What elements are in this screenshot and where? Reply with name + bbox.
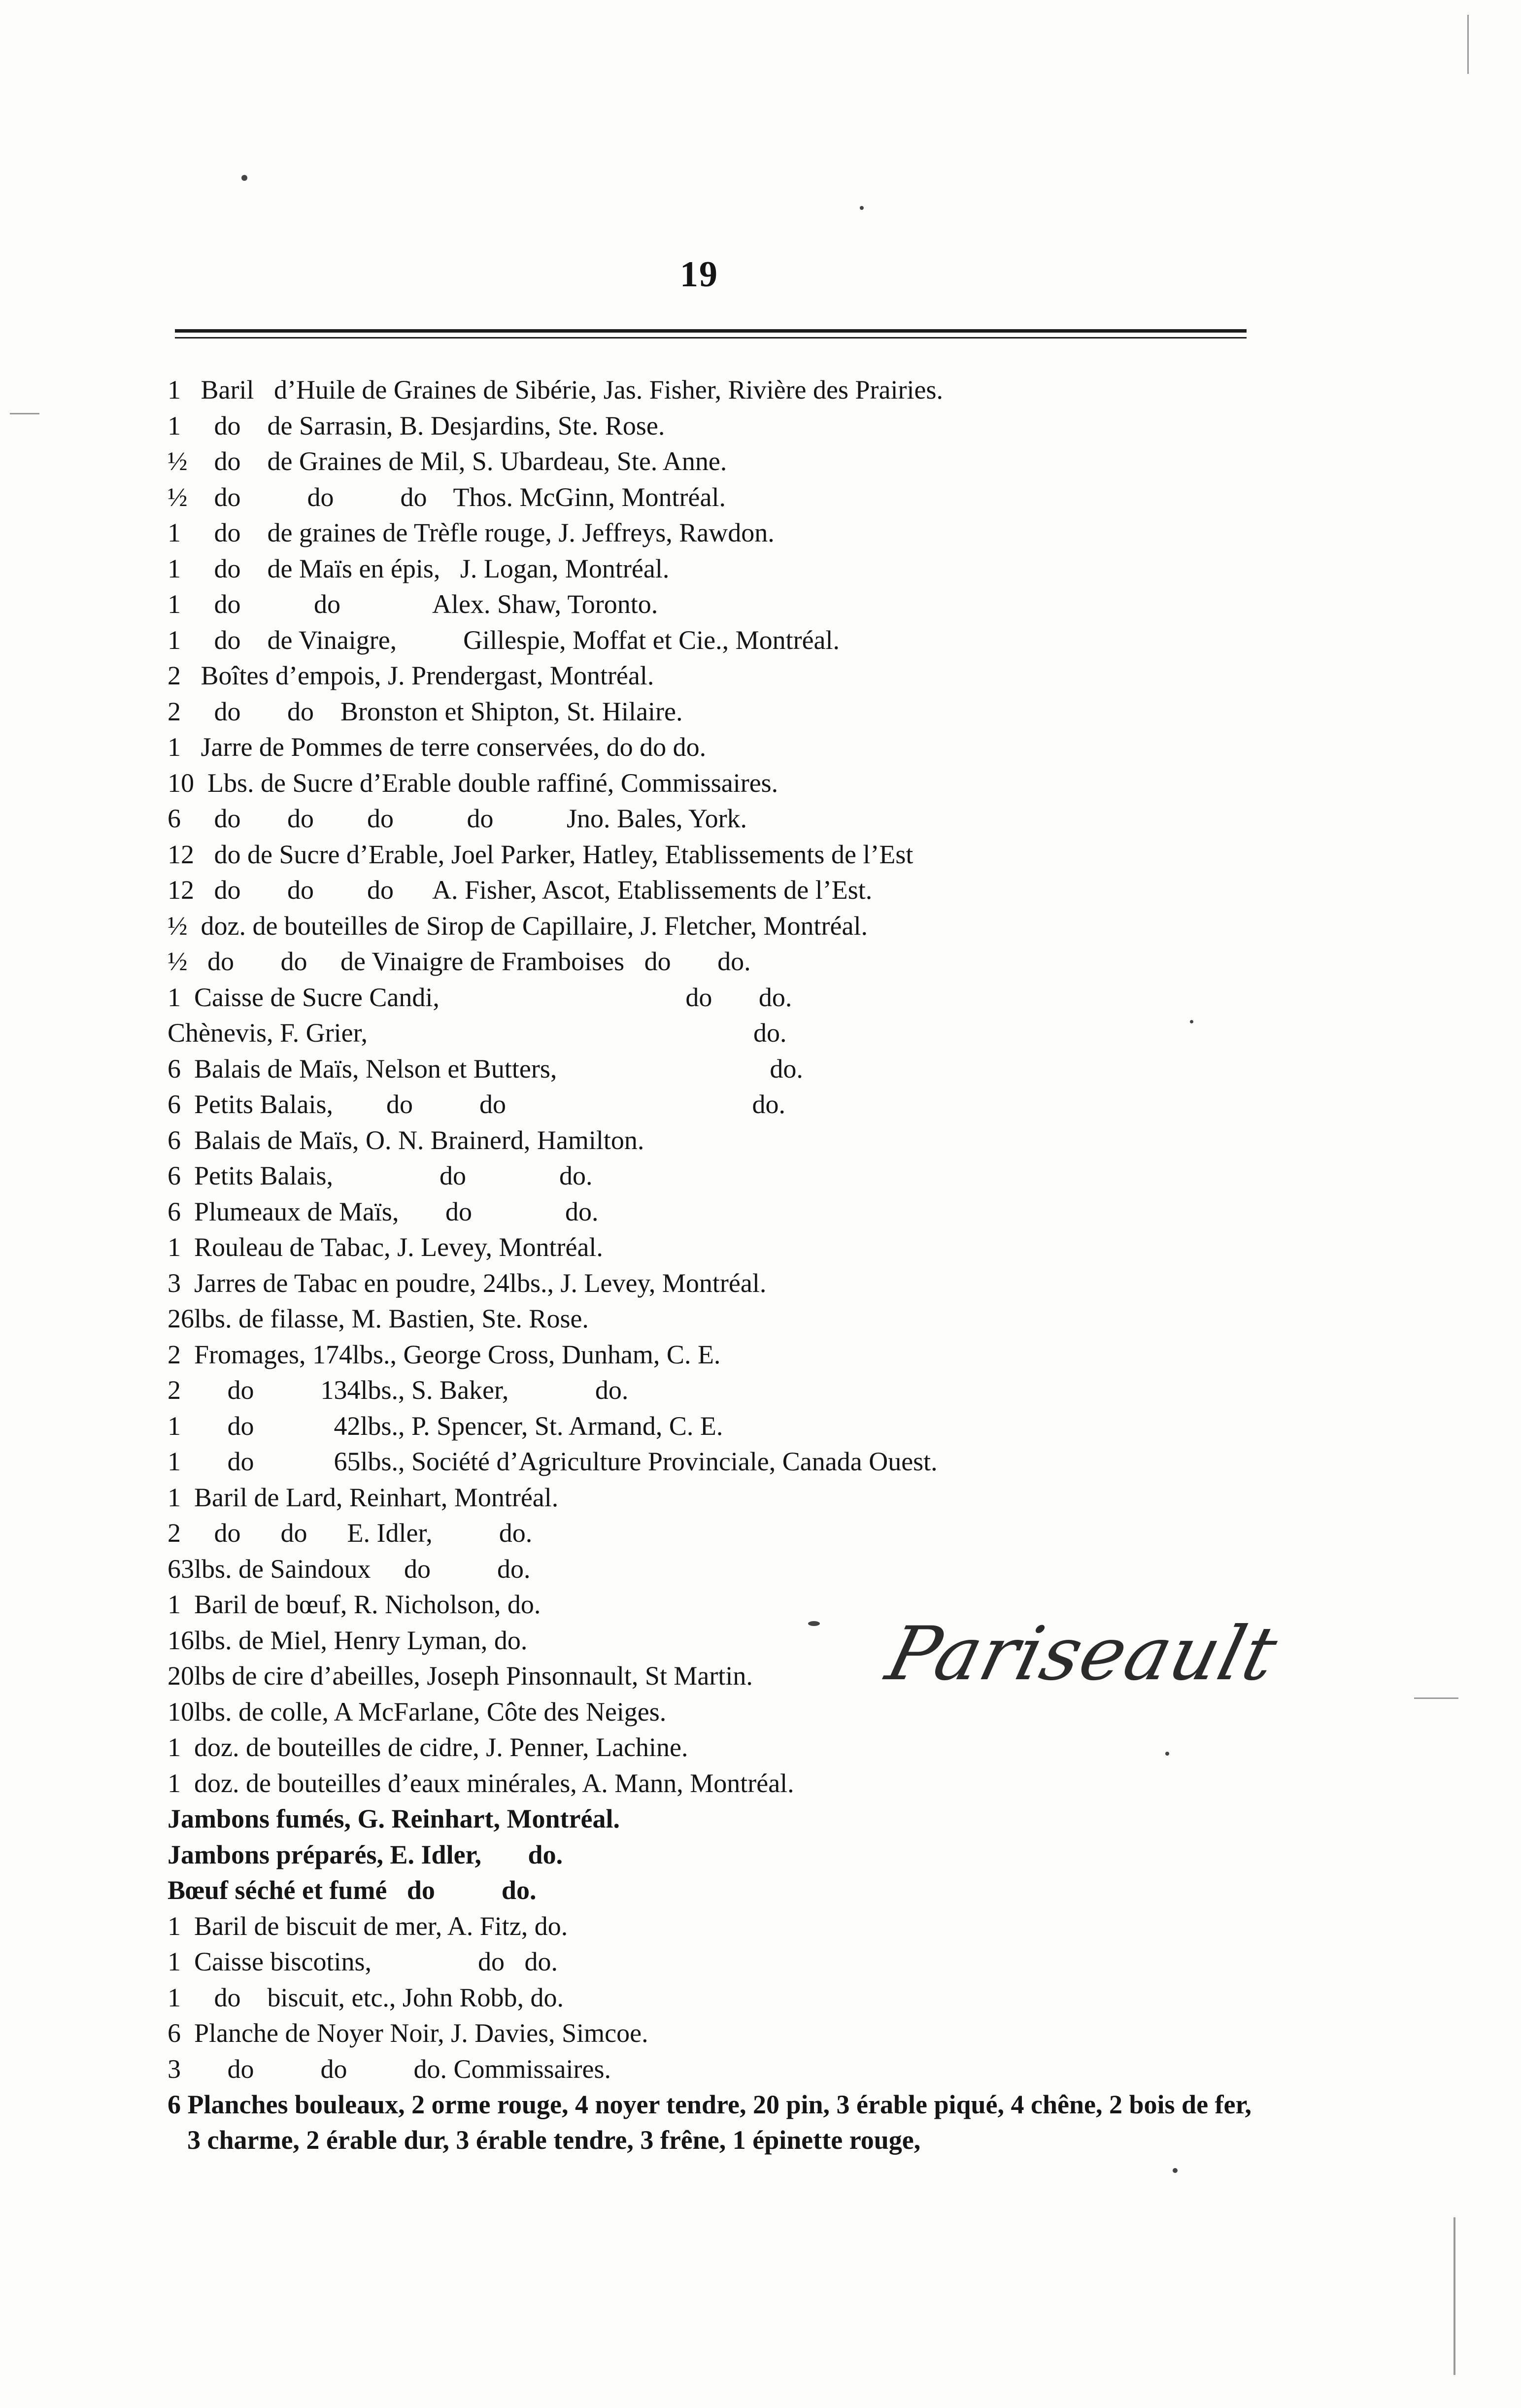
list-item: 1 Caisse de Sucre Candi, do do. <box>168 982 792 1012</box>
list-item: 2 do 134lbs., S. Baker, do. <box>168 1375 629 1405</box>
list-item: Jambons préparés, E. Idler, do. <box>168 1839 563 1869</box>
list-item: 6 do do do do Jno. Bales, York. <box>168 804 747 833</box>
scan-speck <box>1173 2168 1178 2173</box>
list-item-continued: 6 Planches bouleaux, 2 orme rouge, 4 noyer tendre, 20 pin, 3 érable piqué, 4 chêne, 2 bois de fer, 3 charme, 2 érable dur, 3 érable tendre, 3 frêne, 1 épinette rouge, <box>168 2090 1251 2155</box>
list-item: 3 Jarres de Tabac en poudre, 24lbs., J. Levey, Montréal. <box>168 1268 767 1298</box>
list-item: ½ doz. de bouteilles de Sirop de Capillaire, J. Fletcher, Montréal. <box>168 911 868 941</box>
list-item: 2 Fromages, 174lbs., George Cross, Dunham, C. E. <box>168 1339 721 1369</box>
list-item: 1 do de Sarrasin, B. Desjardins, Ste. Rose. <box>168 410 665 441</box>
list-item: 1 Baril de bœuf, R. Nicholson, do. <box>168 1590 541 1619</box>
scan-edge-mark <box>10 413 39 414</box>
list-item: ½ do de Graines de Mil, S. Ubardeau, Ste. Anne. <box>168 446 727 476</box>
scan-speck <box>241 175 247 181</box>
list-item: 1 do do Alex. Shaw, Toronto. <box>168 589 658 619</box>
page-number: 19 <box>680 254 718 295</box>
list-item: Chènevis, F. Grier, do. <box>168 1018 787 1048</box>
list-item: 2 do do Bronston et Shipton, St. Hilaire. <box>168 696 683 726</box>
list-item: 1 Caisse biscotins, do do. <box>168 1947 558 1976</box>
list-item: 6 Balais de Maïs, Nelson et Butters, do. <box>168 1053 803 1084</box>
handwritten-signature: Pariseault <box>879 1611 1286 1697</box>
list-item: Bœuf séché et fumé do do. <box>168 1875 537 1905</box>
list-item: 1 do de graines de Trèfle rouge, J. Jeffreys, Rawdon. <box>168 518 775 547</box>
list-item: 1 do biscuit, etc., John Robb, do. <box>168 1982 564 2012</box>
list-item: 1 do 42lbs., P. Spencer, St. Armand, C. E. <box>168 1411 723 1441</box>
list-item: 2 Boîtes d’empois, J. Prendergast, Montréal. <box>168 661 654 690</box>
list-item: 12 do de Sucre d’Erable, Joel Parker, Hatley, Etablissements de l’Est <box>168 839 913 869</box>
exhibit-list <box>168 372 1256 2158</box>
list-item: 1 doz. de bouteilles d’eaux minérales, A. Mann, Montréal. <box>168 1768 794 1798</box>
list-item: 3 do do do. Commissaires. <box>168 2054 611 2084</box>
list-item: 20lbs de cire d’abeilles, Joseph Pinsonnault, St Martin. <box>168 1661 753 1691</box>
scan-edge-mark <box>1414 1697 1458 1699</box>
scan-edge-mark <box>1453 2217 1455 2375</box>
list-item: 6 Plumeaux de Maïs, do do. <box>168 1196 599 1226</box>
scan-speck <box>860 206 864 210</box>
list-item: 1 Rouleau de Tabac, J. Levey, Montréal. <box>168 1232 603 1262</box>
list-item: 1 do de Vinaigre, Gillespie, Moffat et Cie., Montréal. <box>168 625 840 655</box>
list-item: 26lbs. de filasse, M. Bastien, Ste. Rose. <box>168 1304 589 1333</box>
list-item: 1 Jarre de Pommes de terre conservées, do do do. <box>168 732 707 762</box>
scan-speck <box>1190 1020 1193 1023</box>
list-item: 6 Petits Balais, do do do. <box>168 1089 785 1119</box>
list-item: 1 do de Maïs en épis, J. Logan, Montréal. <box>168 553 670 583</box>
list-item: 10 Lbs. de Sucre d’Erable double raffiné, Commissaires. <box>168 768 778 798</box>
list-item: ½ do do de Vinaigre de Framboises do do. <box>168 947 751 976</box>
scan-speck <box>808 1621 820 1626</box>
scan-edge-mark <box>1467 15 1469 74</box>
list-item: 63lbs. de Saindoux do do. <box>168 1554 531 1584</box>
list-item: 1 Baril de biscuit de mer, A. Fitz, do. <box>168 1911 568 1941</box>
list-item: 12 do do do A. Fisher, Ascot, Etablissements de l’Est. <box>168 875 873 905</box>
list-item: ½ do do do Thos. McGinn, Montréal. <box>168 482 726 512</box>
header-rule-thick <box>175 329 1247 333</box>
list-item: 16lbs. de Miel, Henry Lyman, do. <box>168 1625 528 1655</box>
list-item: 10lbs. de colle, A McFarlane, Côte des Neiges. <box>168 1696 667 1727</box>
list-item: 1 doz. de bouteilles de cidre, J. Penner, Lachine. <box>168 1732 688 1762</box>
list-item: 6 Planche de Noyer Noir, J. Davies, Simcoe. <box>168 2018 648 2048</box>
list-item: 1 Baril de Lard, Reinhart, Montréal. <box>168 1482 559 1512</box>
scan-speck <box>1165 1752 1169 1756</box>
list-item: Jambons fumés, G. Reinhart, Montréal. <box>168 1804 620 1833</box>
list-item: 6 Petits Balais, do do. <box>168 1161 593 1190</box>
list-item: 1 do 65lbs., Société d’Agriculture Provinciale, Canada Ouest. <box>168 1447 938 1476</box>
header-rule-thin <box>175 337 1247 339</box>
list-item: 2 do do E. Idler, do. <box>168 1518 533 1548</box>
list-item: 1 Baril d’Huile de Graines de Sibérie, Jas. Fisher, Rivière des Prairies. <box>168 375 943 405</box>
list-item: 6 Balais de Maïs, O. N. Brainerd, Hamilton. <box>168 1125 644 1155</box>
